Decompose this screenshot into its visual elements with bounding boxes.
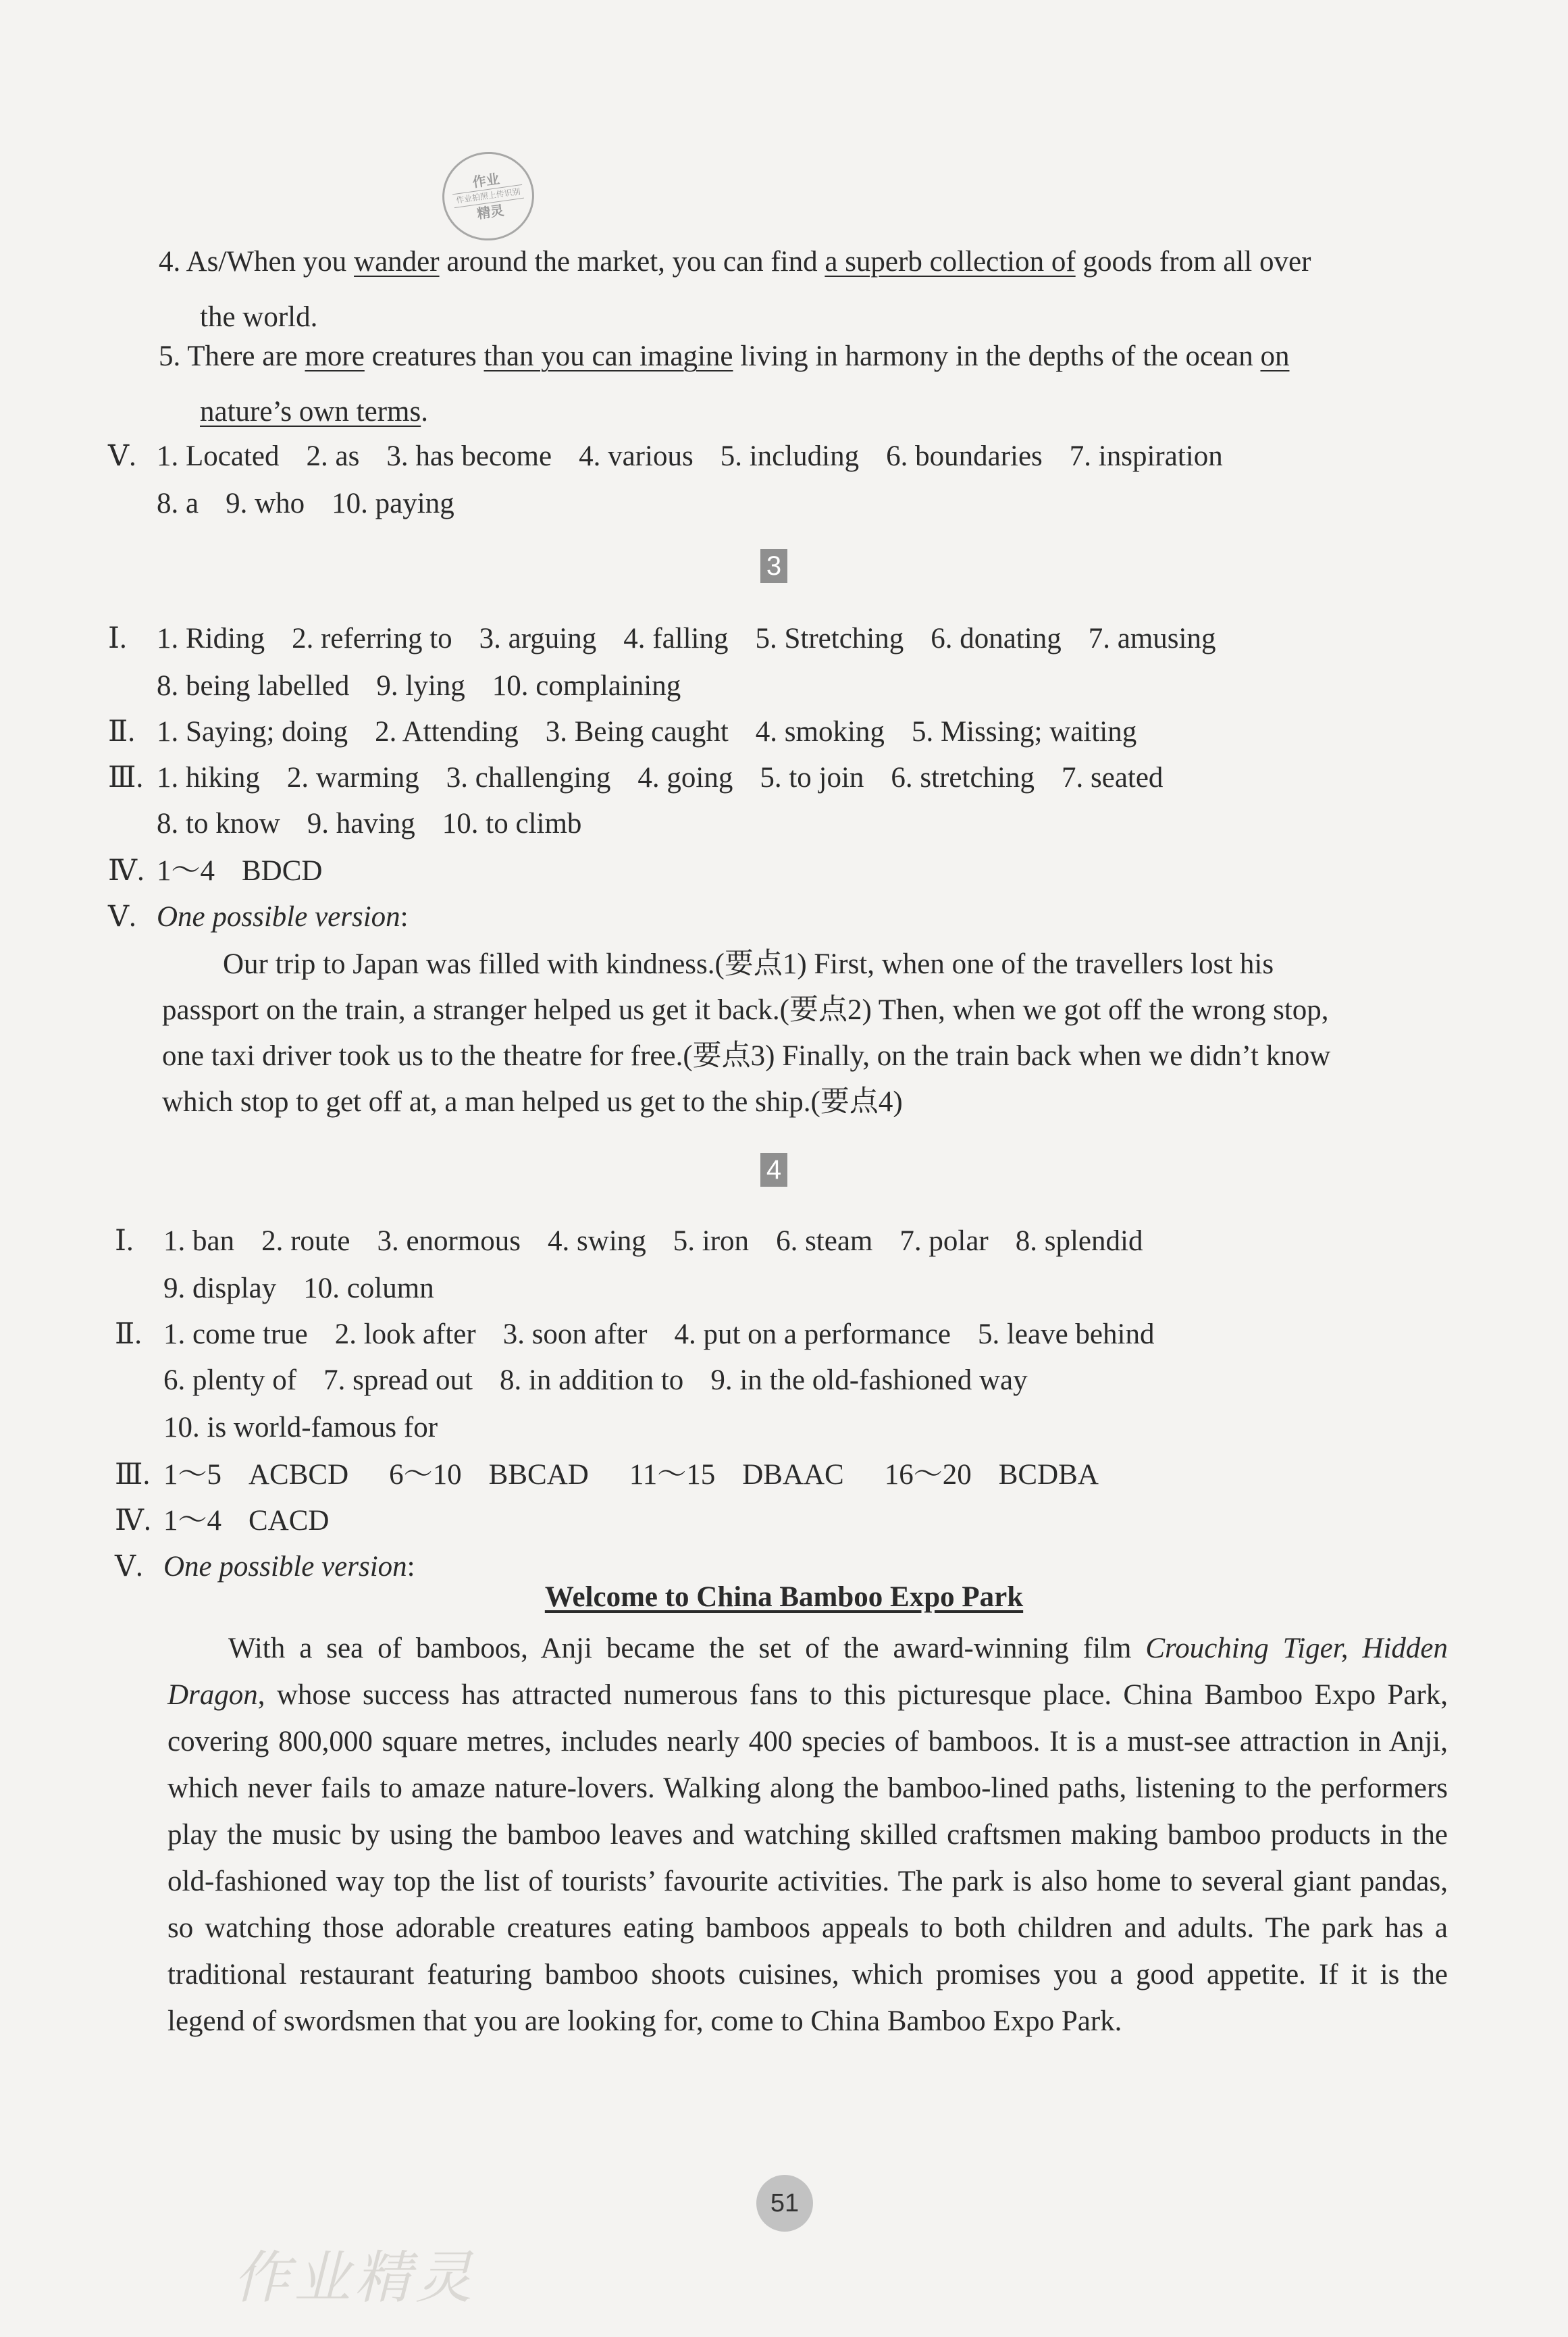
unit3-essay-line4: which stop to get off at, a man helped us get to the ship.(要点4) [162,1086,903,1118]
answer-underline: wander [354,246,440,278]
unit4-s2-row1: Ⅱ. 1. come true 2. look after 3. soon after 4. put on a performance 5. leave behind [115,1316,1154,1354]
answer-underline: a superb collection of [825,246,1076,278]
prev-q5-line2: nature’s own terms. [200,396,428,428]
unit-3-badge: 3 [760,549,787,583]
unit3-essay-line3: one taxi driver took us to the theatre for free.(要点3) Finally, on the train back when we didn’t know [162,1040,1331,1072]
answer-underline: than you can imagine [484,340,733,372]
section-numeral: Ⅰ. [108,623,127,654]
prev-sec5-row2: 8. a 9. who 10. paying [157,488,454,519]
unit3-s1-row1: Ⅰ. 1. Riding 2. referring to 3. arguing 4. falling 5. Stretching 6. donating 7. amusing [108,620,1216,658]
stamp-top: 作业 [471,170,501,190]
app-stamp-logo [437,146,540,247]
prev-sec5-row1: Ⅴ. 1. Located 2. as 3. has become 4. various 5. including 6. boundaries 7. inspiration [108,438,1223,476]
unit4-s4-row1: Ⅳ. 1～4 CACD [115,1502,329,1540]
section-numeral: Ⅲ. [115,1459,151,1491]
section-numeral: Ⅳ. [115,1505,151,1537]
essay-title: Welcome to China Bamboo Expo Park [544,1581,1024,1613]
section-numeral: Ⅴ. [115,1551,143,1583]
section-numeral: Ⅴ. [108,901,136,933]
unit4-s5-intro: Ⅴ. One possible version: [115,1548,415,1586]
unit3-s4-row1: Ⅳ. 1～4 BDCD [108,852,322,890]
unit3-s3-row1: Ⅲ. 1. hiking 2. warming 3. challenging 4. going 5. to join 6. stretching 7. seated [108,759,1163,797]
unit4-essay: With a sea of bamboos, Anji became the set of the award-winning film Crouching Tiger, Hidden Dragon, whose success has attracted numerous fans to this picturesque place. China Bamboo Expo Park, covering 800,000 square metres, includes nearly 400 species of bamboos. It is a must-see attraction in Anji, which never fails to amaze nature-lovers. Walking along the bamboo-lined paths, listening to the performers play the music by using the bamboo leaves and watching skilled craftsmen making bamboo products in the old-fashioned way top the list of tourists’ favourite activities. The park is also home to several giant pandas, so watching those adorable creatures eating bamboos appeals to both children and adults. The park has a traditional restaurant featuring bamboo shoots cuisines, which promises you a good appetite. If it is the legend of swordsmen that you are looking for, come to China Bamboo Expo Park. [167,1633,1448,2037]
unit3-s5-intro: Ⅴ. One possible version: [108,898,409,936]
section-numeral: Ⅳ. [108,855,145,887]
answer-underline: on [1260,340,1290,372]
watermark: 作业精灵 [233,2244,477,2311]
unit3-s3-row2: 8. to know 9. having 10. to climb [157,808,582,840]
unit4-s2-row2: 6. plenty of 7. spread out 8. in addition to 9. in the old-fashioned way [163,1364,1028,1396]
unit4-s3-row1: Ⅲ. 1～5 ACBCD 6～10 BBCAD 11～15 DBAAC 16～20 BCDBA [115,1456,1099,1494]
section-numeral: Ⅰ. [115,1225,134,1257]
section-numeral: Ⅴ. [108,440,136,472]
answer-underline: more [305,340,365,372]
unit4-s2-row3: 10. is world-famous for [163,1412,438,1443]
unit-4-badge: 4 [760,1153,787,1187]
unit3-essay-line1: Our trip to Japan was filled with kindness.(要点1) First, when one of the travellers lost his [223,948,1274,980]
stamp-bottom: 精灵 [475,202,505,222]
unit3-s1-row2: 8. being labelled 9. lying 10. complaining [157,670,681,702]
prev-q5-line1: 5. There are more creatures than you can imagine living in harmony in the depths of the ocean on [159,340,1290,372]
prev-q4-line2: the world. [200,301,318,333]
page-number: 51 [756,2175,813,2232]
prev-q4-line1: 4. As/When you wander around the market, you can find a superb collection of goods from all over [159,246,1311,278]
section-numeral: Ⅱ. [115,1318,142,1350]
unit4-s1-row1: Ⅰ. 1. ban 2. route 3. enormous 4. swing 5. iron 6. steam 7. polar 8. splendid [115,1223,1143,1260]
stamp-middle: 作业拍照上传识别 [452,184,524,209]
unit3-essay-line2: passport on the train, a stranger helped us get it back.(要点2) Then, when we got off the wrong stop, [162,994,1329,1026]
unit3-s2-row1: Ⅱ. 1. Saying; doing 2. Attending 3. Being caught 4. smoking 5. Missing; waiting [108,713,1136,751]
section-numeral: Ⅱ. [108,716,135,748]
section-numeral: Ⅲ. [108,762,144,794]
unit4-s1-row2: 9. display 10. column [163,1273,434,1304]
